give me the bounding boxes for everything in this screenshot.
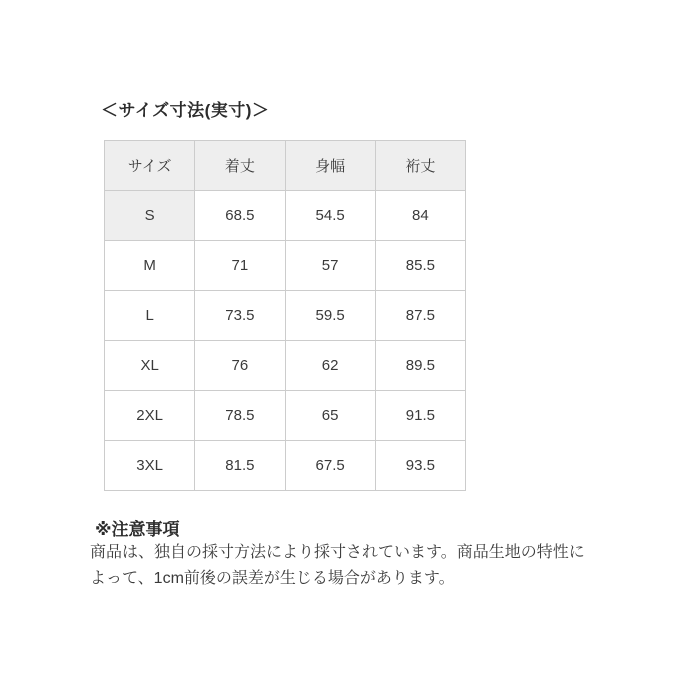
header-row — [105, 141, 466, 191]
notes-heading: ※注意事項 — [95, 520, 180, 539]
notes-section — [90, 520, 620, 592]
value-cell: 84 — [375, 191, 465, 241]
size-cell: M — [105, 241, 195, 291]
header-length: 着丈 — [195, 141, 285, 191]
header-width: 身幅 — [285, 141, 375, 191]
page-title: ＜サイズ寸法(実寸)＞ — [101, 101, 270, 120]
value-cell: 59.5 — [285, 291, 375, 341]
value-cell: 62 — [285, 341, 375, 391]
table-row-3xl — [105, 441, 466, 491]
value-cell: 57 — [285, 241, 375, 291]
value-cell: 78.5 — [195, 391, 285, 441]
header-sleeve: 裄丈 — [375, 141, 465, 191]
value-cell: 68.5 — [195, 191, 285, 241]
value-cell: 87.5 — [375, 291, 465, 341]
value-cell: 91.5 — [375, 391, 465, 441]
size-cell: XL — [105, 341, 195, 391]
value-cell: 54.5 — [285, 191, 375, 241]
value-cell: 73.5 — [195, 291, 285, 341]
table-row-2xl — [105, 391, 466, 441]
value-cell: 85.5 — [375, 241, 465, 291]
size-cell: S — [105, 191, 195, 241]
value-cell: 71 — [195, 241, 285, 291]
table-row-s — [105, 191, 466, 241]
value-cell: 67.5 — [285, 441, 375, 491]
size-cell: 2XL — [105, 391, 195, 441]
value-cell: 89.5 — [375, 341, 465, 391]
notes-line-2: よって、1cm前後の誤差が生じる場合があります。 — [90, 570, 455, 587]
size-cell: L — [105, 291, 195, 341]
value-cell: 76 — [195, 341, 285, 391]
size-table — [104, 140, 466, 491]
table-row-xl — [105, 341, 466, 391]
value-cell: 93.5 — [375, 441, 465, 491]
table-row-m — [105, 241, 466, 291]
size-cell: 3XL — [105, 441, 195, 491]
value-cell: 65 — [285, 391, 375, 441]
table-row-l — [105, 291, 466, 341]
size-table-header — [105, 141, 466, 191]
value-cell: 81.5 — [195, 441, 285, 491]
notes-line-1: 商品は、独自の採寸方法により採寸されています。商品生地の特性に — [90, 544, 585, 561]
header-size: サイズ — [105, 141, 195, 191]
